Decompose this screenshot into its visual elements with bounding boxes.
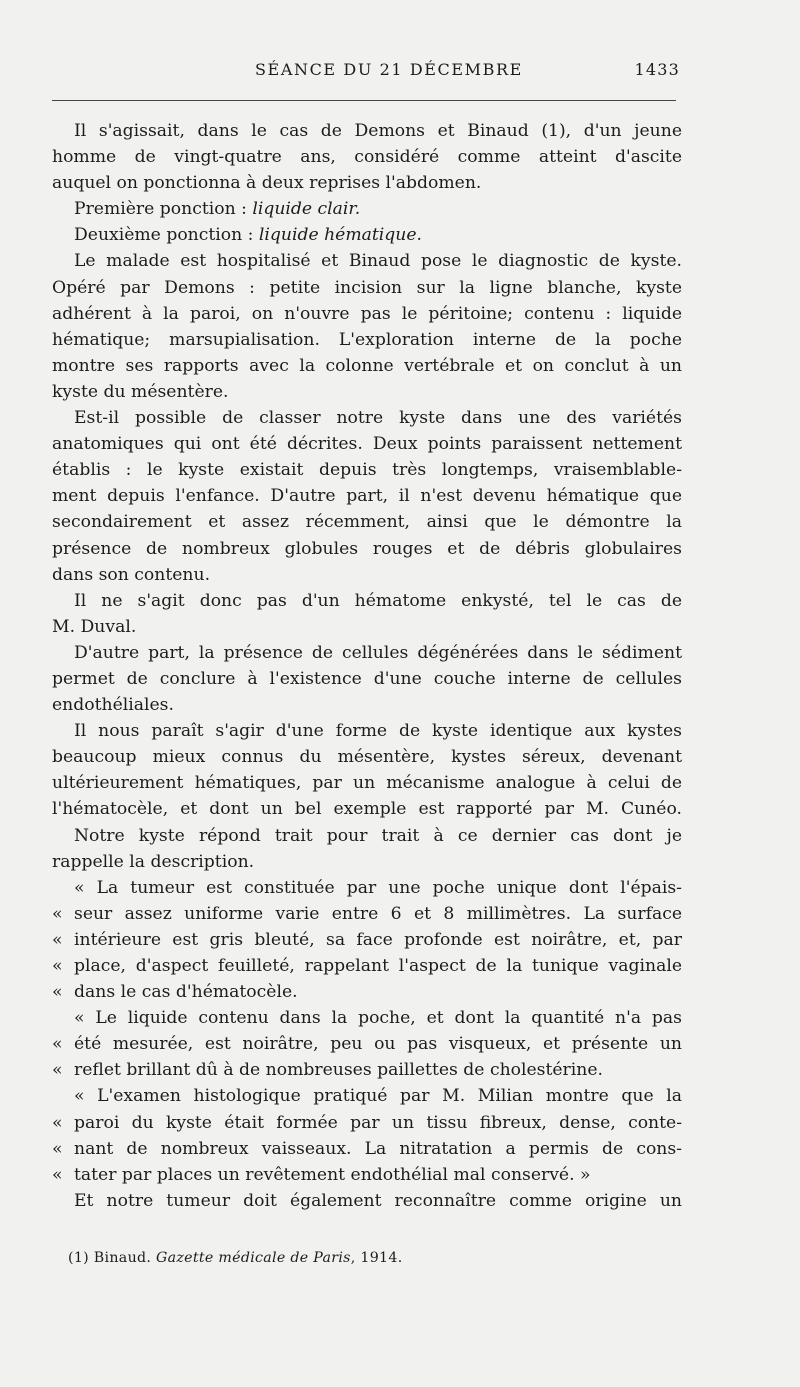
text-line	[52, 405, 682, 431]
line-text: « Le liquide contenu dans la poche, et dont la quantité n'a pas	[74, 1008, 682, 1029]
line-text: « L'examen histologique pratiqué par M. Milian montre que la	[74, 1086, 682, 1107]
text-line	[52, 666, 682, 692]
quote-mark: «	[52, 1112, 63, 1133]
text-line	[52, 744, 682, 770]
text-line	[52, 196, 682, 222]
text-line	[52, 1005, 682, 1031]
text-line	[52, 823, 682, 849]
text-line	[52, 170, 682, 196]
text-line	[52, 927, 682, 953]
text-line	[52, 1136, 682, 1162]
line-text: Opéré par Demons : petite incision sur la ligne blanche, kyste	[52, 277, 682, 298]
line-italic-text: liquide clair.	[252, 199, 361, 220]
text-line	[52, 718, 682, 744]
text-line	[52, 248, 682, 274]
line-text: auquel on ponctionna à deux reprises l'abdomen.	[52, 173, 482, 194]
line-text: Première ponction :	[74, 199, 253, 220]
text-line	[52, 692, 682, 718]
text-line	[52, 1110, 682, 1136]
line-text: Deuxième ponction :	[74, 225, 259, 246]
line-text: anatomiques qui ont été décrites. Deux points paraissent nettement	[52, 434, 682, 455]
line-text: adhérent à la paroi, on n'ouvre pas le péritoine; contenu : liquide	[52, 303, 682, 324]
text-line	[52, 509, 682, 535]
line-text: ment depuis l'enfance. D'autre part, il n'est devenu hématique que	[52, 486, 682, 507]
text-line	[52, 379, 682, 405]
line-text: hématique; marsupialisation. L'exploration interne de la poche	[52, 329, 682, 350]
line-text: beaucoup mieux connus du mésentère, kystes séreux, devenant	[52, 747, 682, 768]
line-text: dans le cas d'hématocèle.	[74, 982, 298, 1003]
text-line	[52, 901, 682, 927]
line-text: paroi du kyste était formée par un tissu fibreux, dense, conte-	[74, 1112, 682, 1133]
text-line	[52, 796, 682, 822]
line-italic-text: liquide hématique.	[258, 225, 423, 246]
text-line	[52, 640, 682, 666]
line-text: Est-il possible de classer notre kyste dans une des variétés	[74, 408, 682, 429]
text-line	[52, 222, 682, 248]
footnote-ref: (1) Binaud.	[68, 1250, 157, 1266]
text-line	[52, 536, 682, 562]
line-text: dans son contenu.	[52, 564, 211, 585]
line-text: D'autre part, la présence de cellules dégénérées dans le sédiment	[74, 642, 682, 663]
text-line	[52, 1083, 682, 1109]
line-text: Notre kyste répond trait pour trait à ce dernier cas dont je	[74, 825, 682, 846]
line-text: Il ne s'agit donc pas d'un hématome enkysté, tel le cas de	[74, 590, 682, 611]
line-text: permet de conclure à l'existence d'une couche interne de cellules	[52, 668, 682, 689]
line-text: Le malade est hospitalisé et Binaud pose le diagnostic de kyste.	[74, 251, 682, 272]
line-text: homme de vingt-quatre ans, considéré comme atteint d'ascite	[52, 147, 682, 168]
line-text: ultérieurement hématiques, par un mécanisme analogue à celui de	[52, 773, 682, 794]
text-line	[52, 953, 682, 979]
text-line	[52, 770, 682, 796]
text-line	[52, 353, 682, 379]
line-text: intérieure est gris bleuté, sa face profonde est noirâtre, et, par	[74, 929, 682, 950]
quote-mark: «	[52, 1034, 63, 1055]
text-line	[52, 1162, 682, 1188]
line-text: secondairement et assez récemment, ainsi que le démontre la	[52, 512, 682, 533]
footnote-year: , 1914.	[350, 1250, 403, 1266]
line-text: place, d'aspect feuilleté, rappelant l'aspect de la tunique vaginale	[74, 956, 682, 976]
text-line	[52, 614, 682, 640]
line-text: été mesurée, est noirâtre, peu ou pas visqueux, et présente un	[74, 1034, 682, 1055]
line-text: « La tumeur est constituée par une poche unique dont l'épais-	[74, 877, 682, 898]
line-text: établis : le kyste existait depuis très longtemps, vraisemblable-	[52, 460, 682, 481]
text-line	[52, 875, 682, 901]
text-line	[52, 1057, 682, 1083]
line-text: M. Duval.	[52, 616, 137, 637]
text-line	[52, 483, 682, 509]
page-number: 1433	[634, 60, 680, 79]
line-text: rappelle la description.	[52, 851, 255, 872]
line-text: montre ses rapports avec la colonne vertébrale et on conclut à un	[52, 355, 682, 376]
quote-mark: «	[52, 1060, 63, 1081]
line-text: présence de nombreux globules rouges et de débris globulaires	[52, 538, 682, 559]
text-line	[52, 301, 682, 327]
line-text: kyste du mésentère.	[52, 381, 229, 402]
quote-mark: «	[52, 929, 63, 950]
line-text: endothéliales.	[52, 695, 174, 716]
text-line	[52, 144, 682, 170]
text-line	[52, 588, 682, 614]
line-text: Il s'agissait, dans le cas de Demons et Binaud (1), d'un jeune	[74, 121, 682, 141]
footnote	[68, 1250, 403, 1266]
text-line	[52, 275, 682, 301]
text-line	[52, 118, 682, 144]
footnote-journal: Gazette médicale de Paris	[156, 1250, 351, 1266]
quote-mark: «	[52, 956, 63, 976]
running-title: SÉANCE DU 21 DÉCEMBRE	[255, 60, 523, 79]
line-text: l'hématocèle, et dont un bel exemple est rapporté par M. Cunéo.	[52, 799, 682, 820]
text-line	[52, 979, 682, 1005]
quote-mark: «	[52, 982, 63, 1003]
header-rule	[52, 100, 676, 101]
text-line	[52, 1188, 682, 1214]
body-text	[52, 118, 682, 1214]
line-text: Et notre tumeur doit également reconnaître comme origine un	[74, 1190, 682, 1211]
text-line	[52, 562, 682, 588]
line-text: nant de nombreux vaisseaux. La nitratation a permis de cons-	[74, 1138, 682, 1159]
quote-mark: «	[52, 1138, 63, 1159]
running-head	[0, 60, 800, 84]
text-line	[52, 457, 682, 483]
text-line	[52, 431, 682, 457]
line-text: tater par places un revêtement endothélial mal conservé. »	[74, 1164, 591, 1185]
quote-mark: «	[52, 903, 63, 924]
line-text: Il nous paraît s'agir d'une forme de kyste identique aux kystes	[74, 721, 682, 742]
line-text: reflet brillant dû à de nombreuses paillettes de cholestérine.	[74, 1060, 603, 1081]
text-line	[52, 327, 682, 353]
line-text: seur assez uniforme varie entre 6 et 8 millimètres. La surface	[74, 903, 682, 924]
text-line	[52, 1031, 682, 1057]
quote-mark: «	[52, 1164, 63, 1185]
text-line	[52, 849, 682, 875]
